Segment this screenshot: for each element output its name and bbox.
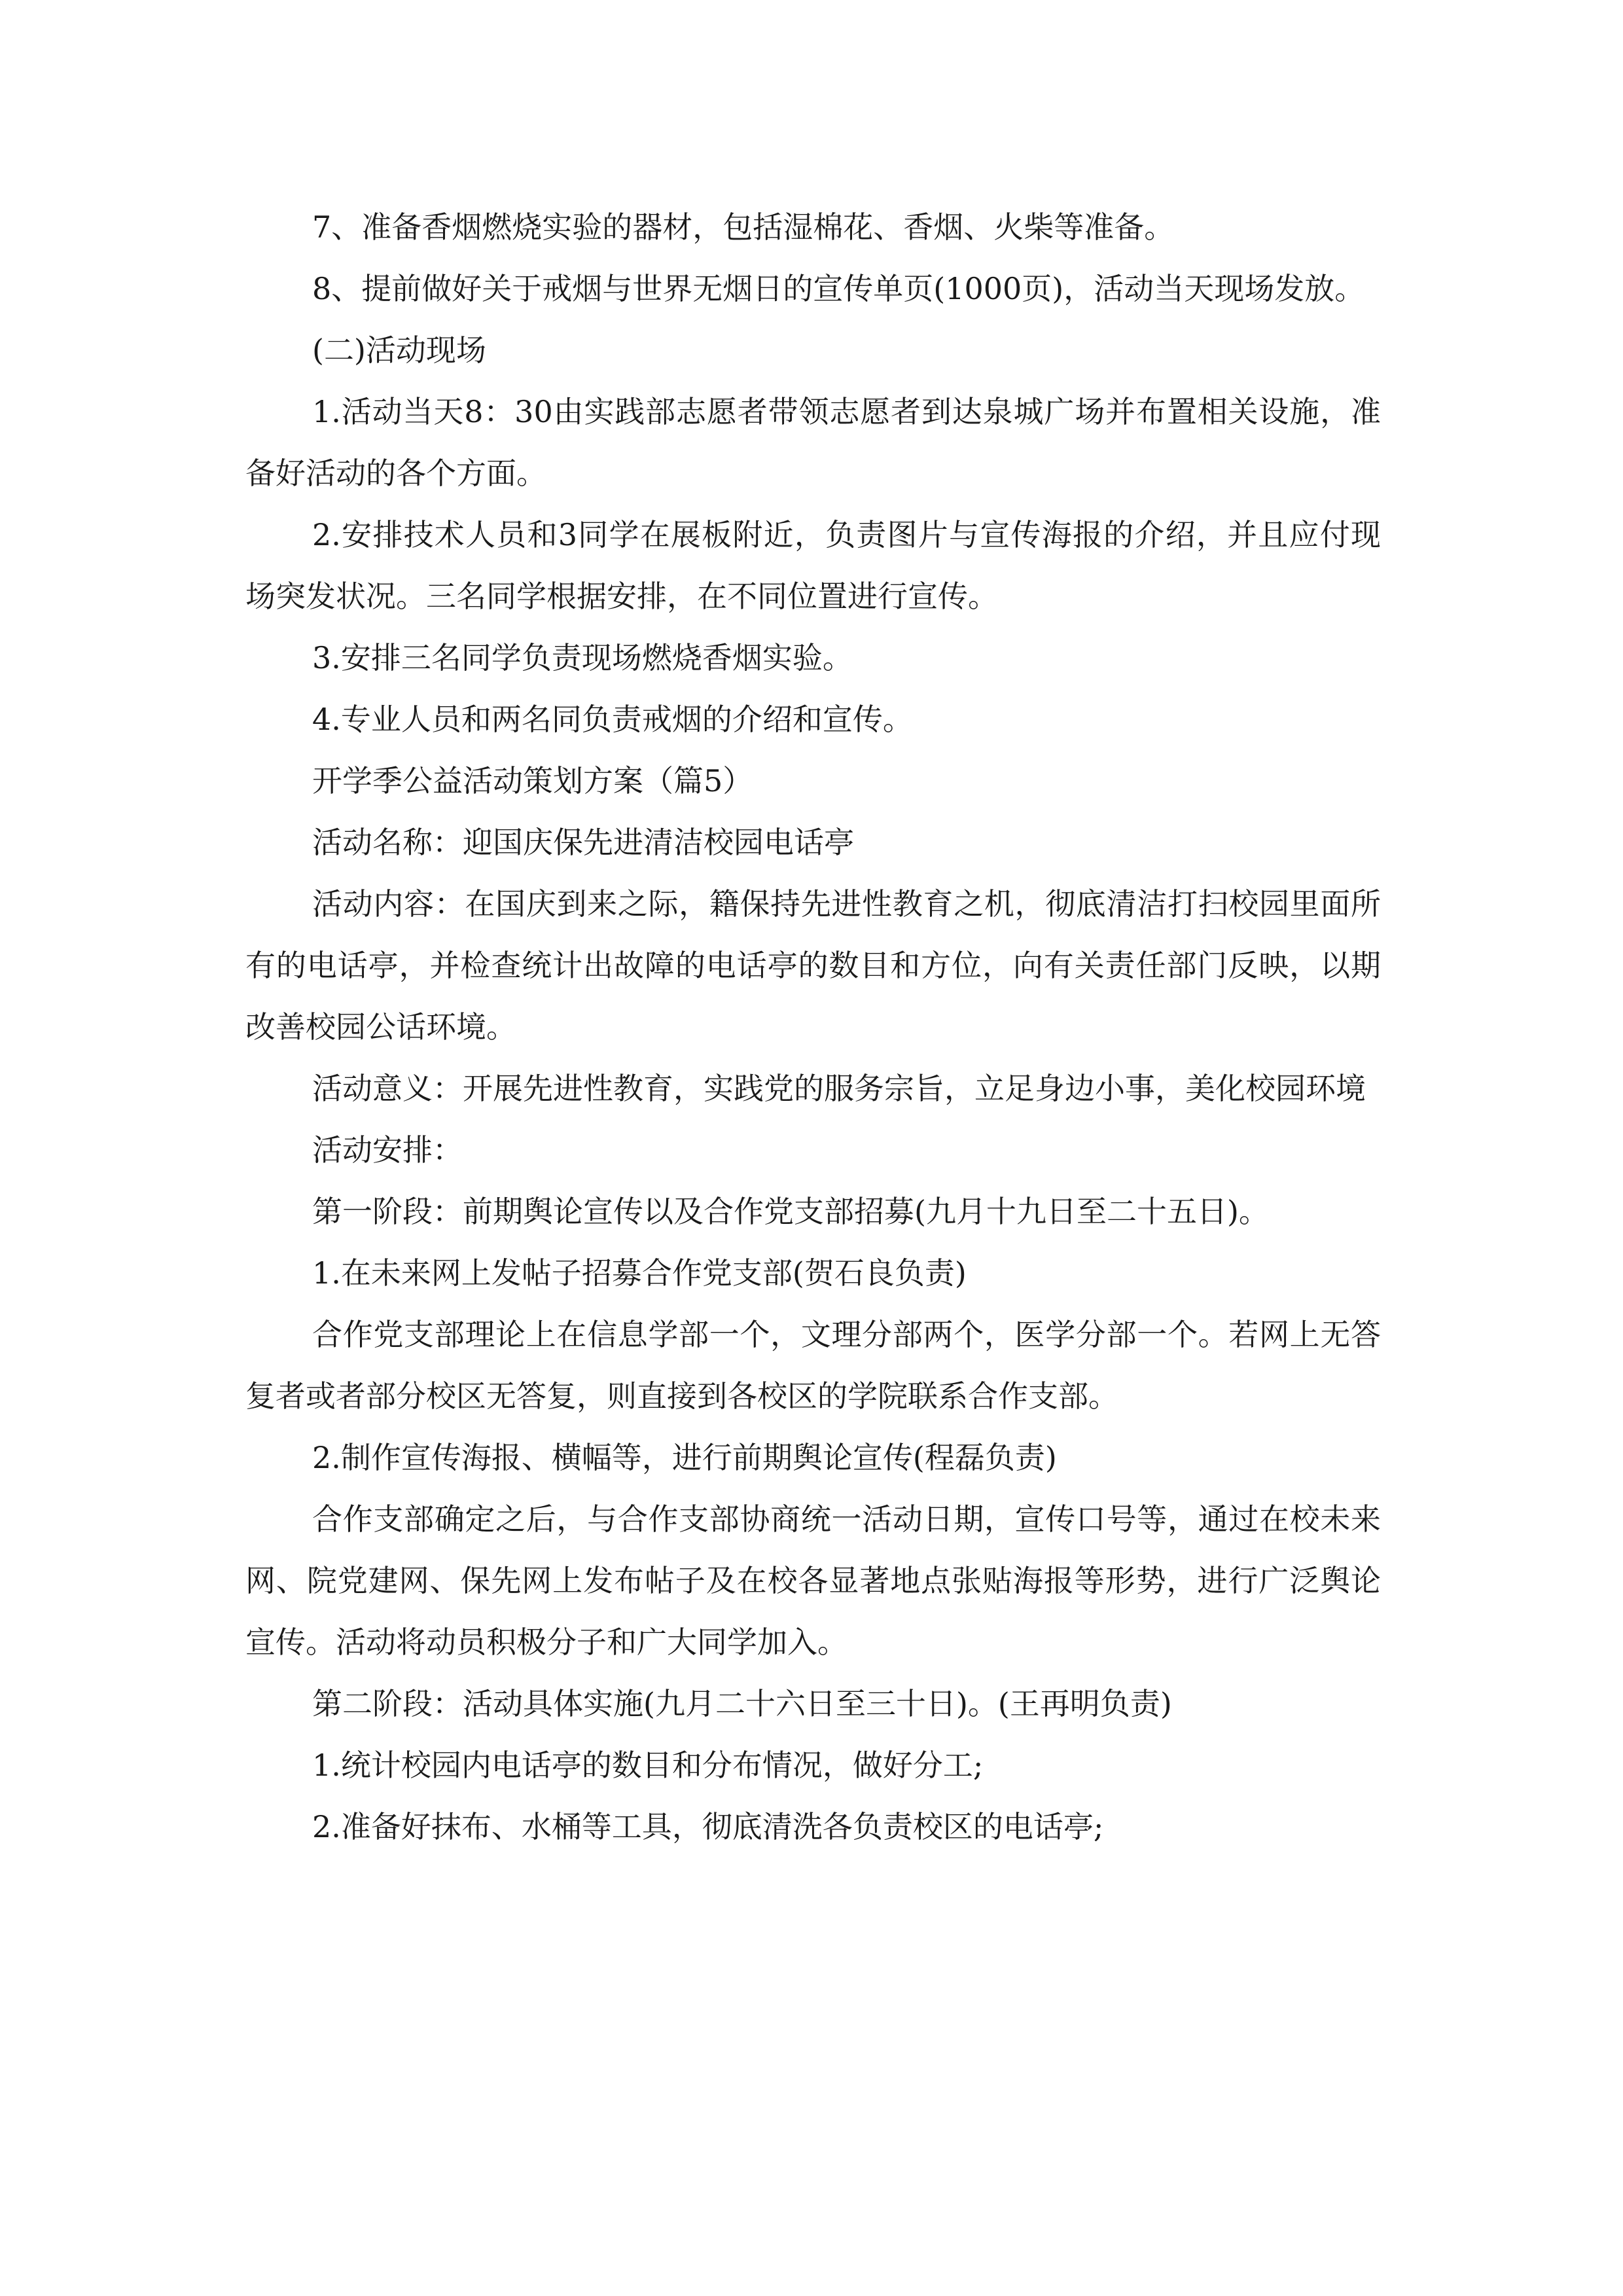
paragraph: 合作党支部理论上在信息学部一个，文理分部两个，医学分部一个。若网上无答复者或者部分校区无答复，则直接到各校区的学院联系合作支部。 [245,1317,1381,1414]
paragraph: 活动内容：在国庆到来之际，籍保持先进性教育之机，彻底清洁打扫校园里面所有的电话亭，并检查统计出故障的电话亭的数目和方位，向有关责任部门反映，以期改善校园公话环境。 [245,886,1381,1045]
document-body [245,196,1381,1857]
paragraph: 4.专业人员和两名同负责戒烟的介绍和宣传。 [312,702,913,737]
paragraph: 合作支部确定之后，与合作支部协商统一活动日期，宣传口号等，通过在校未来网、院党建网、保先网上发布帖子及在校各显著地点张贴海报等形势，进行广泛舆论宣传。活动将动员积极分子和广大同学加入。 [245,1501,1381,1660]
section-heading: (二)活动现场 [312,332,486,368]
paragraph: 7、准备香烟燃烧实验的器材，包括湿棉花、香烟、火柴等准备。 [312,209,1175,245]
paragraph: 2.准备好抹布、水桶等工具，彻底清洗各负责校区的电话亭; [312,1809,1104,1844]
paragraph: 第一阶段：前期舆论宣传以及合作党支部招募(九月十九日至二十五日)。 [312,1194,1269,1229]
paragraph: 3.安排三名同学负责现场燃烧香烟实验。 [312,640,853,675]
paragraph: 1.统计校园内电话亭的数目和分布情况，做好分工; [312,1748,984,1783]
paragraph: 8、提前做好关于戒烟与世界无烟日的宣传单页(1000页)，活动当天现场发放。 [312,271,1365,306]
paragraph: 第二阶段：活动具体实施(九月二十六日至三十日)。(王再明负责) [312,1686,1172,1721]
paragraph: 1.活动当天8：30由实践部志愿者带领志愿者到达泉城广场并布置相关设施，准备好活动的各个方面。 [245,394,1381,491]
paragraph: 2.安排技术人员和3同学在展板附近，负责图片与宣传海报的介绍，并且应付现场突发状况。三名同学根据安排，在不同位置进行宣传。 [245,517,1381,614]
paragraph: 1.在未来网上发帖子招募合作党支部(贺石良负责) [312,1255,967,1291]
paragraph: 活动意义：开展先进性教育，实践党的服务宗旨，立足身边小事，美化校园环境 [312,1071,1366,1106]
paragraph: 活动安排： [312,1132,463,1168]
paragraph: 2.制作宣传海报、横幅等，进行前期舆论宣传(程磊负责) [312,1440,1057,1475]
paragraph: 活动名称：迎国庆保先进清洁校园电话亭 [312,825,854,860]
document-heading: 开学季公益活动策划方案（篇5） [312,763,753,798]
